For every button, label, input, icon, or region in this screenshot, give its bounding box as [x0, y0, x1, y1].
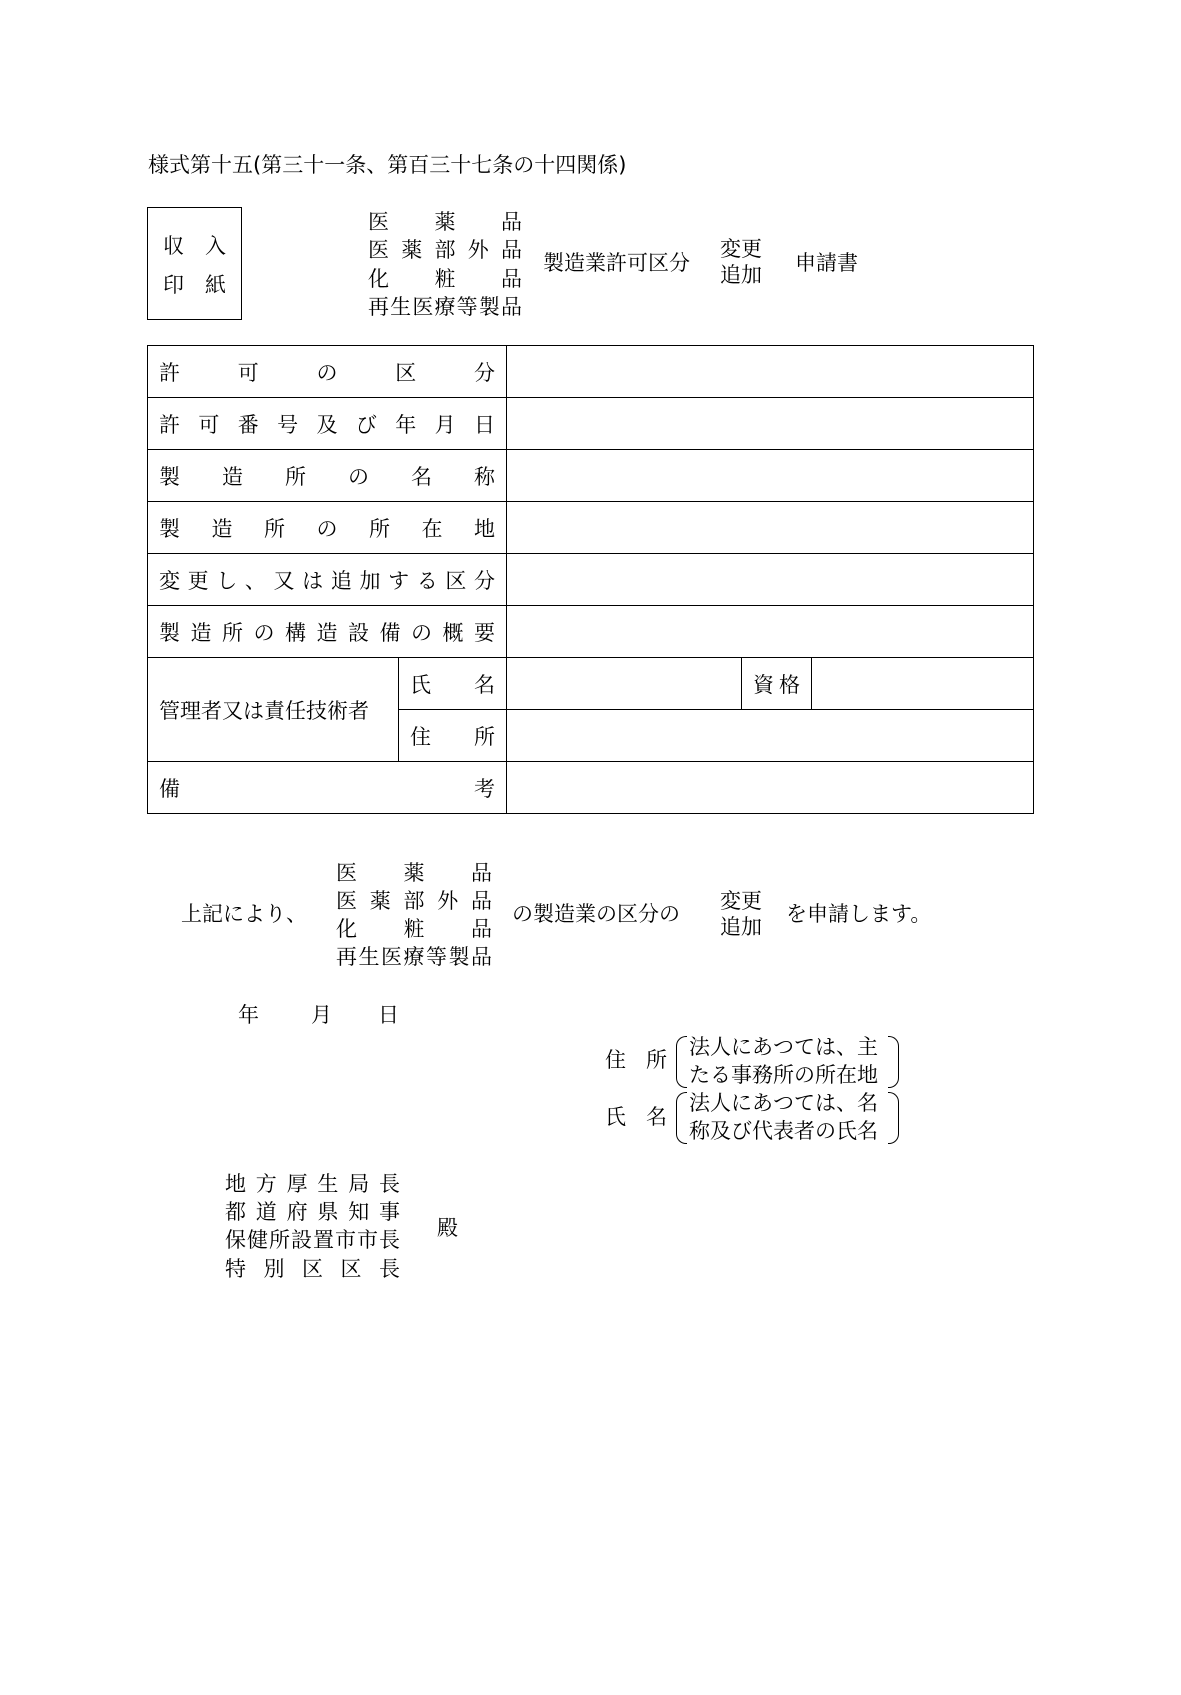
heading-middle: 製造業許可区分 — [543, 251, 690, 275]
addressee: 特別区区長 — [225, 1257, 400, 1281]
product-type: 化粧品 — [368, 267, 522, 291]
product-type: 医薬部外品 — [336, 889, 492, 913]
table-row — [148, 762, 1034, 814]
product-type: 医薬部外品 — [368, 238, 522, 262]
remarks-label: 備考 — [148, 762, 507, 814]
addressee: 保健所設置市市長 — [225, 1228, 400, 1252]
field-facility-overview[interactable] — [507, 606, 1034, 658]
statement-suffix: を申請します。 — [786, 902, 932, 926]
address-label: 住所 — [399, 710, 507, 762]
heading-suffix: 申請書 — [795, 251, 858, 275]
table-row — [148, 554, 1034, 606]
field-qualification[interactable] — [812, 658, 1034, 710]
row-label: 製造所の構造設備の概要 — [148, 606, 507, 658]
revenue-stamp-box — [147, 207, 242, 320]
statement-middle: の製造業の区分の — [512, 902, 680, 926]
field-permit-category[interactable] — [507, 346, 1034, 398]
product-type: 再生医療等製品 — [368, 295, 522, 319]
qualification-label: 資格 — [742, 658, 812, 710]
product-type: 再生医療等製品 — [336, 945, 492, 969]
field-facility-name[interactable] — [507, 450, 1034, 502]
statement-prefix: 上記により、 — [181, 902, 307, 926]
row-label: 許可番号及び年月日 — [148, 398, 507, 450]
row-label: 許可の区分 — [148, 346, 507, 398]
stamp-label-2: 印 紙 — [163, 273, 226, 297]
statement-option: 追加 — [720, 915, 762, 939]
field-manager-name[interactable] — [507, 658, 742, 710]
table-row — [148, 606, 1034, 658]
bracket-left — [676, 1092, 687, 1144]
field-facility-address[interactable] — [507, 502, 1034, 554]
field-remarks[interactable] — [507, 762, 1034, 814]
heading-option: 追加 — [720, 263, 762, 287]
table-row — [148, 346, 1034, 398]
product-type: 化粧品 — [336, 917, 492, 941]
bracket-left — [676, 1036, 687, 1088]
table-row — [148, 658, 1034, 710]
table-row — [148, 502, 1034, 554]
addressee: 地方厚生局長 — [225, 1172, 400, 1196]
application-table — [147, 345, 1034, 814]
name-label: 氏名 — [399, 658, 507, 710]
table-row — [148, 398, 1034, 450]
name-note: 称及び代表者の氏名 — [689, 1119, 878, 1143]
bracket-right — [888, 1092, 899, 1144]
bracket-right — [888, 1036, 899, 1088]
field-change-category[interactable] — [507, 554, 1034, 606]
field-permit-number-date[interactable] — [507, 398, 1034, 450]
address-note: 法人にあつては、主 — [689, 1035, 878, 1059]
addressee: 都道府県知事 — [225, 1200, 400, 1224]
table-row — [148, 450, 1034, 502]
date-day: 日 — [378, 1003, 399, 1027]
row-label: 製造所の名称 — [148, 450, 507, 502]
row-label: 製造所の所在地 — [148, 502, 507, 554]
honorific: 殿 — [437, 1216, 458, 1240]
stamp-label-1: 収 入 — [163, 234, 226, 258]
product-type: 医薬品 — [368, 210, 522, 234]
statement-option: 変更 — [720, 889, 762, 913]
date-year: 年 — [238, 1003, 259, 1027]
form-title: 様式第十五(第三十一条、第百三十七条の十四関係) — [148, 153, 627, 177]
heading-option: 変更 — [720, 237, 762, 261]
applicant-address-label: 住所 — [605, 1048, 667, 1072]
name-note: 法人にあつては、名 — [689, 1091, 878, 1115]
address-note: たる事務所の所在地 — [689, 1063, 878, 1087]
product-type: 医薬品 — [336, 861, 492, 885]
date-month: 月 — [311, 1003, 332, 1027]
manager-label: 管理者又は責任技術者 — [148, 658, 399, 762]
applicant-name-label: 氏名 — [605, 1105, 667, 1129]
row-label: 変更し、又は追加する区分 — [148, 554, 507, 606]
field-manager-address[interactable] — [507, 710, 1034, 762]
